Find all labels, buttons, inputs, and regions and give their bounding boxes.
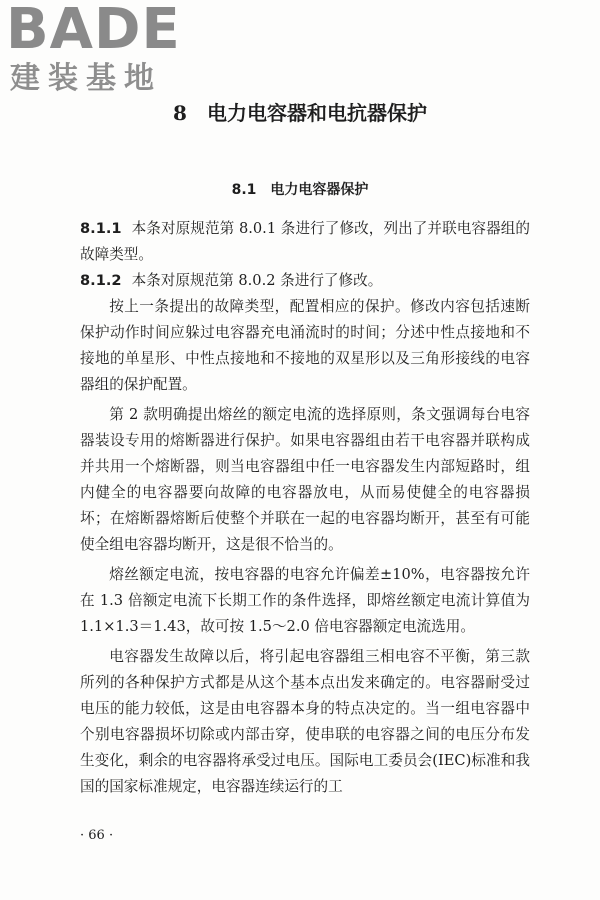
body-paragraph: 第 2 款明确提出熔丝的额定电流的选择原则，条文强调每台电容器装设专用的熔断器进行保护。如果电容器组由若干电容器并联构成并共用一个熔断器，则当电容器组中任一电容器发生内部短路时，组内健全的电容器要向故障的电容器放电，从而易使健全的电容器损坏；在熔断器熔断后使整个并联在一起的电容器均断开，甚至有可能使全组电容器均断开，这是很不恰当的。 — [80, 406, 530, 553]
section-title: 8.1 电力电容器保护 — [231, 182, 369, 198]
body-paragraph: 按上一条提出的故障类型，配置相应的保护。修改内容包括速断保护动作时间应躲过电容器充电涌流时的时间；分述中性点接地和不接地的单星形、中性点接地和不接地的双星形以及三角形接线的电容器组的保护配置。 — [80, 298, 530, 393]
watermark-subtitle: 建装基地 — [10, 61, 162, 96]
page-number: · 66 · — [80, 828, 114, 843]
watermark-brand: BADE — [6, 0, 181, 62]
clause-number: 8.1.1 — [80, 220, 122, 237]
watermark-logo — [6, 2, 182, 102]
clause-text: 本条对原规范第 8.0.2 条进行了修改。 — [131, 272, 383, 289]
clause-number: 8.1.2 — [80, 272, 122, 289]
clause-paragraph — [80, 268, 530, 294]
clause-paragraph — [80, 216, 530, 268]
chapter-title: 8 电力电容器和电抗器保护 — [173, 101, 427, 125]
body-text — [80, 216, 530, 804]
body-paragraph: 电容器发生故障以后，将引起电容器组三相电容不平衡，第三款所列的各种保护方式都是从这个基本点出发来确定的。电容器耐受过电压的能力较低，这是由电容器本身的特点决定的。当一组电容器中个别电容器损坏切除或内部击穿，使串联的电容器之间的电压分布发生变化，剩余的电容器将承受过电压。国际电工委员会(IEC)标准和我国的国家标准规定，电容器连续运行的工 — [80, 648, 530, 795]
body-paragraph: 熔丝额定电流，按电容器的电容允许偏差±10%，电容器按允许在 1.3 倍额定电流下长期工作的条件选择，即熔丝额定电流计算值为 1.1×1.3＝1.43，故可按 1.5～2.0 倍电容器额定电流选用。 — [80, 566, 530, 635]
clause-text: 本条对原规范第 8.0.1 条进行了修改，列出了并联电容器组的故障类型。 — [80, 220, 530, 263]
